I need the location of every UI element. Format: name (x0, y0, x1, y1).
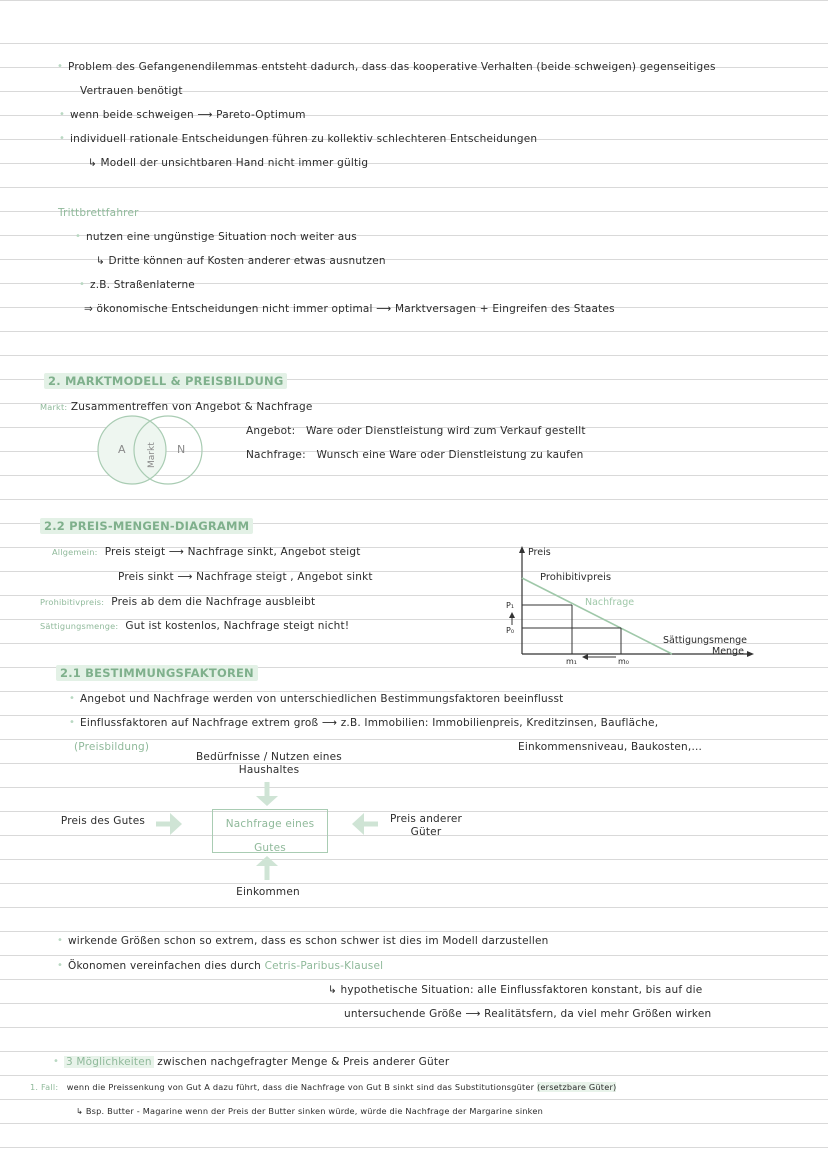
label-preisbildung: (Preisbildung) (74, 741, 150, 753)
label-preis: Preis (528, 547, 551, 558)
fall-1: 1. Fall: wenn die Preissenkung von Gut A dazu führt, dass die Nachfrage von Gut B sinkt sind das Substitutionsgüter (ersetzbare Güter) (30, 1082, 617, 1092)
hypothetische-situation: ↳ hypothetische Situation: alle Einflussfaktoren konstant, bis auf die (328, 984, 703, 996)
nachfrage-definition: Nachfrage: Wunsch eine Ware oder Dienstleistung zu kaufen (246, 449, 584, 461)
preis-mengen-diagramm (500, 542, 775, 668)
label-m0: m₀ (618, 657, 629, 666)
x-axis-arrow (747, 651, 754, 657)
y-axis-arrow (519, 546, 525, 553)
label-menge: Menge (712, 646, 744, 657)
venn-label-a: A (118, 443, 126, 456)
section-2-1-heading: 2.1 BESTIMMUNGSFAKTOREN (56, 666, 258, 680)
heading-trittbrettfahrer: Trittbrettfahrer (58, 207, 139, 219)
section-2-2-heading: 2.2 PREIS-MENGEN-DIAGRAMM (40, 519, 253, 533)
flow-preis-anderer: Preis anderer Güter (389, 813, 463, 838)
bullet-dritte: ↳ Dritte können auf Kosten anderer etwas ausnutzen (96, 255, 386, 267)
bullet-vertrauen: Vertrauen benötigt (80, 85, 183, 97)
bullet-nutzen: • nutzen eine ungünstige Situation noch weiter aus (86, 231, 357, 243)
bullet-oekonomisch: ⇒ ökonomische Entscheidungen nicht immer optimal ⟶ Marktversagen + Eingreifen des Staates (84, 303, 615, 315)
label-nachfrage: Nachfrage (585, 597, 635, 608)
flow-einkommen: Einkommen (236, 886, 300, 898)
flow-nachfrage: Nachfrage eines Gutes (225, 818, 315, 854)
label-saettigungsmenge: Sättigungsmenge (663, 635, 747, 646)
nachfrage-kurve (522, 578, 672, 654)
flow-beduerfnisse: Bedürfnisse / Nutzen eines Haushaltes (196, 751, 342, 776)
arrow-top-head (256, 796, 278, 806)
untersuchende-groesse: untersuchende Größe ⟶ Realitätsfern, da viel mehr Größen wirken (344, 1008, 712, 1020)
beispiel-butter: ↳ Bsp. Butter - Magarine wenn der Preis der Butter sinken würde, würde die Nachfrage der Margarine sinken (76, 1106, 543, 1116)
allgemein-row: Allgemein: Preis steigt ⟶ Nachfrage sinkt, Angebot steigt (52, 546, 361, 558)
bullet-gefangenendilemma: • Problem des Gefangenendilemmas entsteht dadurch, dass das kooperative Verhalten (beide schweigen) gegenseitiges (68, 61, 716, 73)
venn-diagram (94, 414, 210, 486)
label-prohibitivpreis: Prohibitivpreis (540, 572, 612, 583)
label-p0: P₀ (506, 626, 515, 635)
venn-label-n: N (177, 443, 186, 456)
prohibitivpreis-row: Prohibitivpreis: Preis ab dem die Nachfrage ausbleibt (40, 596, 316, 608)
section-2-heading: 2. MARKTMODELL & PREISBILDUNG (44, 374, 287, 388)
bullet-modell: ↳ Modell der unsichtbaren Hand nicht immer gültig (88, 157, 369, 169)
arrow-left-head (170, 813, 182, 835)
preis-pfeil-spitze (509, 612, 515, 618)
markt-definition-row: Markt: Zusammentreffen von Angebot & Nachfrage (40, 401, 313, 413)
bullet-strassenlaterne: • z.B. Straßenlaterne (90, 279, 195, 291)
bullet-wirkende-groessen: • wirkende Größen schon so extrem, dass es schon schwer ist dies im Modell darzustellen (68, 935, 549, 947)
bullet-individuell: • individuell rationale Entscheidungen führen zu kollektiv schlechteren Entscheidungen (70, 133, 537, 145)
label-p1: P₁ (506, 601, 515, 610)
bullet-pareto: • wenn beide schweigen ⟶ Pareto-Optimum (70, 109, 306, 121)
saettigungsmenge-row: Sättigungsmenge: Gut ist kostenlos, Nachfrage steigt nicht! (40, 620, 350, 632)
allgemein-row-2: Preis sinkt ⟶ Nachfrage steigt , Angebot sinkt (118, 571, 373, 583)
bullet-3-moeglichkeiten: • 3 Möglichkeiten zwischen nachgefragter Menge & Preis anderer Güter (64, 1056, 449, 1068)
angebot-definition: Angebot: Ware oder Dienstleistung wird zum Verkauf gestellt (246, 425, 586, 437)
bullet-oekonomen: • Ökonomen vereinfachen dies durch Cetris-Paribus-Klausel (68, 960, 383, 972)
venn-label-markt: Markt (147, 442, 157, 468)
bullet-bestimmungsfaktoren: • Angebot und Nachfrage werden von unterschiedlichen Bestimmungsfaktoren beeinflusst (80, 693, 563, 705)
einflussfaktoren-fortsetzung: Einkommensniveau, Baukosten,... (518, 741, 703, 753)
arrow-right-head (352, 813, 364, 835)
mengen-pfeil-spitze (582, 654, 588, 660)
label-m1: m₁ (566, 657, 577, 666)
flow-preis-des-gutes: Preis des Gutes (60, 815, 146, 827)
bullet-einflussfaktoren: • Einflussfaktoren auf Nachfrage extrem groß ⟶ z.B. Immobilien: Immobilienpreis, Kreditzinsen, Baufläche, (80, 717, 658, 729)
